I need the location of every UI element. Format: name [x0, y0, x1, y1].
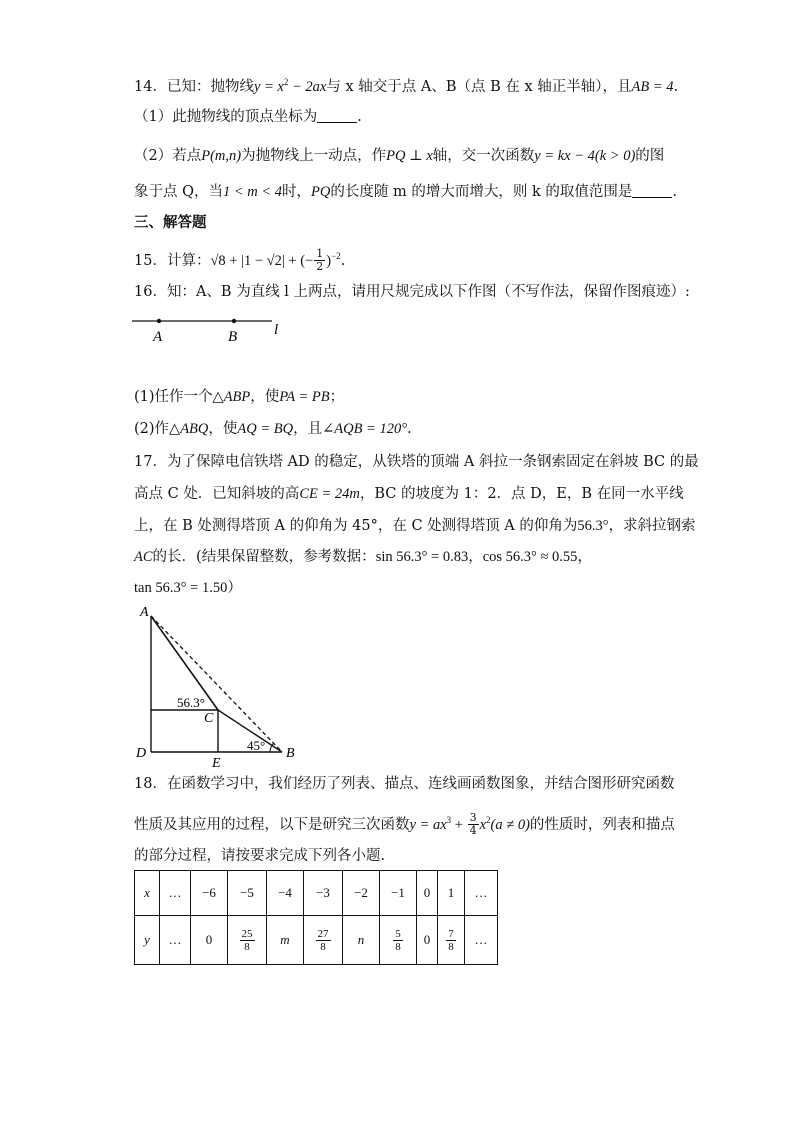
tower-slope-figure	[134, 600, 304, 770]
q17-line3	[134, 516, 696, 536]
table-cell-y	[438, 916, 465, 965]
q14-pq: PQ	[311, 184, 331, 200]
table-fraction-numerator: 5	[395, 927, 401, 940]
q14-part1-end: .	[357, 109, 362, 125]
q16-part2-a: (2)作	[134, 421, 170, 437]
fig-label-c: C	[204, 711, 214, 726]
q14-part2-line2-a: 象于点 Q，当	[134, 184, 223, 200]
q14-part1-text: （1）此抛物线的顶点坐标为	[134, 109, 318, 125]
table-cell-y: 0	[191, 916, 228, 965]
table-row-x	[135, 871, 498, 916]
table-cell-y	[380, 916, 417, 965]
table-cell-x: −2	[343, 871, 380, 916]
q16-number: 16．	[134, 284, 167, 300]
q14-part2-b: 为抛物线上一动点，作	[241, 148, 387, 164]
q17-line4-b: 的长．(结果保留整数，参考数据：	[152, 549, 376, 565]
fig-label-e: E	[212, 756, 221, 770]
section-title: 三、解答题	[134, 214, 207, 231]
q16-part1-eq: PA = PB	[279, 389, 330, 405]
q14-number: 14．	[134, 78, 167, 95]
table-fraction-numerator: 7	[448, 927, 454, 940]
q17-cos: cos 56.3° ≈ 0.55	[482, 549, 578, 565]
table-fraction-denominator: 8	[448, 940, 454, 953]
q15-number: 15．	[134, 252, 167, 269]
q15-text: 计算：	[166, 252, 211, 269]
q17-ac: AC	[134, 549, 153, 565]
table-cell-x: 1	[438, 871, 465, 916]
q18-line1	[134, 774, 674, 794]
q14-part2-c: 轴，交一次函数	[432, 148, 535, 164]
line-ab-figure	[130, 312, 300, 348]
values-table	[134, 870, 498, 965]
q17-ce: CE = 24m	[299, 486, 360, 502]
q17-line2-a: 高点 C 处．已知斜坡的高	[134, 486, 300, 502]
table-cell-y: 0	[417, 916, 438, 965]
table-cell-y: …	[160, 916, 191, 965]
q16-part2-tri: △ABQ	[169, 421, 209, 437]
q17-line4	[134, 547, 592, 567]
q18-line2-b: 的性质时，列表和描点	[529, 816, 675, 833]
q16-text: 知：A、B 为直线 l 上两点，请用尺规完成以下作图（不写作法，保留作图痕迹）:	[166, 284, 690, 300]
table-cell-y	[304, 916, 343, 965]
table-cell-x: −1	[380, 871, 417, 916]
q14-func: y = kx − 4(k > 0)	[534, 148, 636, 164]
q14-point: P(m,n)	[201, 148, 242, 164]
q18-func-a: y = ax	[409, 816, 447, 833]
q14-part2-d: 的图	[635, 148, 665, 164]
q16-part1-tri: △ABP	[212, 389, 251, 405]
q14-expr-b: − 2ax	[288, 78, 327, 95]
fig-label-b: B	[286, 746, 295, 761]
q14-part2-line2	[134, 182, 677, 202]
q18-number: 18．	[134, 776, 167, 792]
q15-expr-b: )	[326, 252, 332, 269]
table-cell-x: −4	[267, 871, 304, 916]
q14-part2-line1	[134, 146, 664, 166]
q18-line1-text: 在函数学习中，我们经历了列表、描点、连线画函数图象，并结合图形研究函数	[166, 776, 675, 792]
fig-angle-c: 56.3°	[177, 695, 205, 710]
q17-line2-b: ，BC 的坡度为 1：2．点 D，E，B 在同一水平线	[359, 486, 684, 502]
point-b	[232, 319, 236, 323]
q14-range: 1 < m < 4	[223, 184, 283, 200]
q15-frac-n: 1	[316, 247, 324, 261]
q17-angle: 56.3°	[577, 518, 609, 534]
q15-exponent: −2	[331, 251, 341, 261]
q14-part2-line2-c: 的长度随 m 的增大而增大，则 k 的取值范围是	[330, 184, 633, 200]
q16-part1-end: ；	[329, 389, 345, 405]
answer-blank-k-range[interactable]	[632, 183, 672, 198]
table-cell-y: m	[267, 916, 304, 965]
label-l: l	[274, 322, 279, 338]
table-y-label: y	[135, 916, 160, 965]
q14-part2-line2-b: 时，	[282, 184, 312, 200]
table-fraction-numerator: 25	[241, 927, 253, 940]
label-b: B	[228, 329, 238, 345]
q17-line5-end: ）	[227, 580, 242, 596]
q14-text: 已知：抛物线	[166, 78, 254, 95]
q14-part1	[134, 107, 362, 127]
table-fraction-denominator: 8	[244, 940, 250, 953]
table-x-label: x	[135, 871, 160, 916]
table-cell-x: −5	[228, 871, 267, 916]
table-fraction-denominator: 8	[320, 940, 326, 953]
q18-fraction	[468, 812, 479, 837]
table-cell-x: …	[160, 871, 191, 916]
q17-line3-a: 上，在 B 处测得塔顶 A 的仰角为 45°，在 C 处测得塔顶 A 的仰角为	[134, 518, 578, 534]
q18-frac-d: 4	[469, 824, 477, 838]
q16-part2-end: .	[407, 421, 412, 437]
q17-line2	[134, 484, 684, 504]
table-fraction-denominator: 8	[395, 940, 401, 953]
q14-perp: PQ ⊥ x	[386, 148, 433, 164]
q18-line2-a: 性质及其应用的过程，以下是研究三次函数	[134, 816, 410, 833]
q16-part1	[134, 387, 344, 407]
q18-func-b: +	[451, 816, 467, 833]
q16-part1-a: (1)任作一个	[134, 389, 213, 405]
q17-number: 17．	[134, 454, 167, 470]
answer-blank-vertex[interactable]	[317, 108, 357, 123]
table-cell-y	[228, 916, 267, 965]
q16-part2-b: ，使	[208, 421, 238, 437]
q14-part2-a: （2）若点	[134, 148, 202, 164]
table-fraction	[316, 928, 331, 953]
q17-tan: tan 56.3° = 1.50	[134, 580, 228, 596]
sightline-ab	[151, 616, 282, 752]
table-row-y	[135, 916, 498, 965]
q14-line1: 14．已知：抛物线$y = x^2 - 2ax$与 x 轴交于点 A、B（点 B 在 x 轴正半轴），且AB = 4.	[134, 77, 679, 95]
q15-fraction	[314, 248, 325, 273]
label-a: A	[153, 329, 163, 345]
q16-part2-c: ，且	[293, 421, 323, 437]
q17-sep2: ，	[577, 549, 592, 565]
table-cell-x: …	[465, 871, 498, 916]
table-fraction	[446, 928, 456, 953]
q17-sep1: ，	[468, 549, 483, 565]
table-fraction	[393, 928, 403, 953]
q18-func-d: (a ≠ 0)	[490, 816, 530, 833]
table-cell-x: −6	[191, 871, 228, 916]
table-fraction	[240, 928, 255, 953]
q15-end: .	[340, 252, 346, 269]
q16-part2	[134, 419, 412, 439]
q18-line2: 性质及其应用的过程，以下是研究三次函数$y = ax^3$ + $\frac{3}{4}$ $x^2(a \ne 0)$的性质时，列表和描点	[134, 811, 675, 838]
q17-line1	[134, 452, 699, 472]
q15-frac-d: 2	[316, 260, 324, 274]
q14-part2-end: .	[672, 184, 677, 200]
q18-frac-n: 3	[469, 811, 477, 825]
table-cell-y: …	[465, 916, 498, 965]
q15	[134, 246, 345, 273]
q17-sin: sin 56.3° = 0.83	[375, 549, 469, 565]
table-cell-y: n	[343, 916, 380, 965]
q17-line5	[134, 578, 242, 598]
fig-label-d: D	[136, 746, 147, 761]
table-cell-x: −3	[304, 871, 343, 916]
q17-line1-text: 为了保障电信铁塔 AD 的稳定，从铁塔的顶端 A 斜拉一条钢索固定在斜坡 BC 的最	[166, 454, 699, 470]
q16-part2-eq: AQ = BQ	[237, 421, 294, 437]
q14-ab: AB = 4	[631, 78, 674, 95]
fig-label-a: A	[140, 605, 149, 620]
table-cell-x: 0	[417, 871, 438, 916]
q15-expr-a: √8 + |1 − √2| + (−	[210, 252, 314, 269]
q18-line3	[134, 846, 385, 866]
q14-text-b: 与 x 轴交于点 A、B（点 B 在 x 轴正半轴），且	[326, 78, 632, 95]
point-a	[157, 319, 161, 323]
table-fraction-numerator: 27	[317, 927, 329, 940]
q16	[134, 282, 690, 302]
q18-line3-text: 的部分过程，请按要求完成下列各小题.	[134, 848, 386, 864]
q14-expr-a: y = x	[253, 78, 284, 95]
fig-angle-b: 45°	[247, 738, 266, 753]
q18-func-c: x	[479, 816, 487, 833]
q17-line3-b: ，求斜拉钢索	[608, 518, 696, 534]
q16-part2-angle: ∠AQB = 120°	[322, 421, 408, 437]
q16-part1-b: ，使	[250, 389, 280, 405]
